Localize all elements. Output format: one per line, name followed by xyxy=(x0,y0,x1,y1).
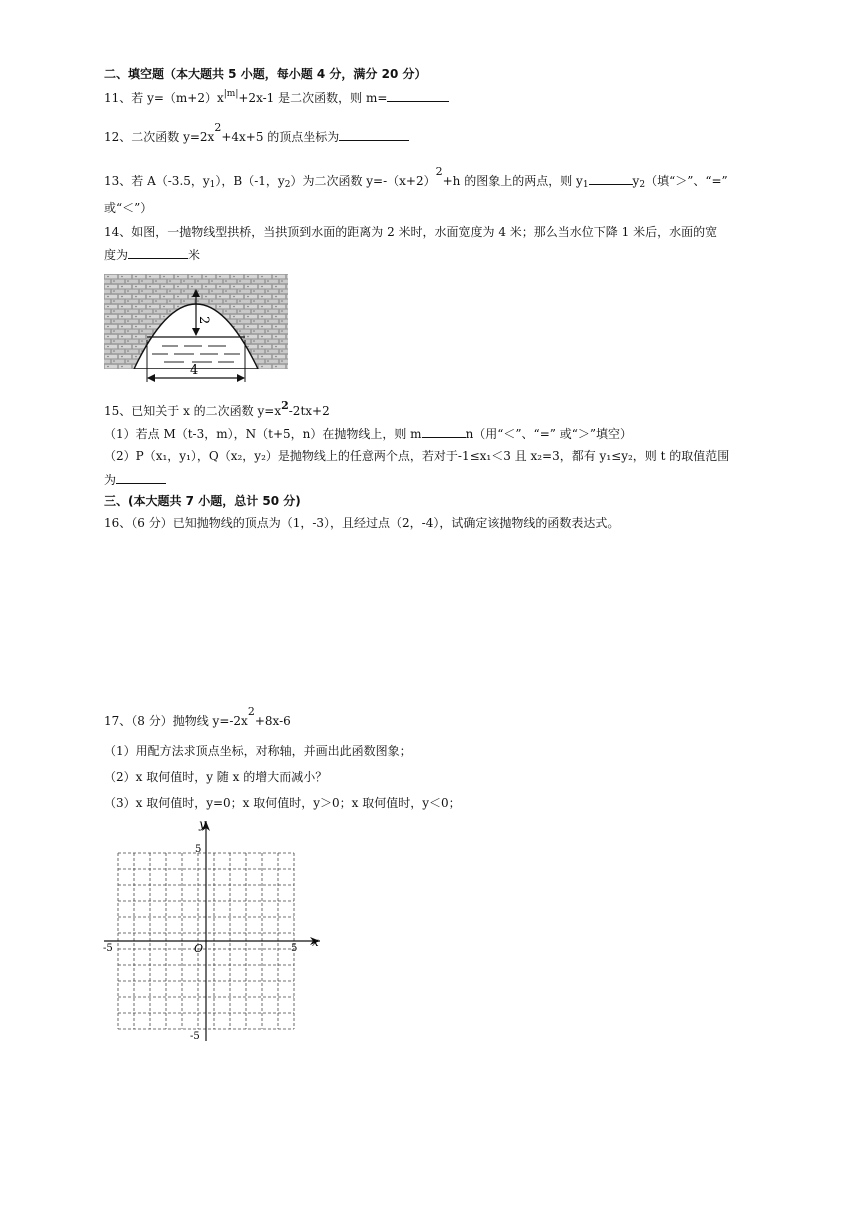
q12-answer-blank[interactable] xyxy=(339,128,409,141)
width-arrow-right xyxy=(237,374,245,382)
q14-line-2 xyxy=(104,246,200,263)
q11-answer-blank[interactable] xyxy=(387,89,449,102)
q13-text-f: （填“＞”、“=” xyxy=(645,174,728,188)
q13-exponent: 2 xyxy=(435,165,443,178)
question-11 xyxy=(104,89,449,106)
q13-text-b: ），B（-1，y xyxy=(215,174,285,188)
x-axis-label: x xyxy=(312,935,319,949)
q14-answer-blank[interactable] xyxy=(128,246,188,259)
q14-line-1: 14、如图，一抛物线型拱桥，当拱顶到水面的距离为 2 米时，水面宽度为 4 米；那么当水位下降 1 米后，水面的宽 xyxy=(104,225,718,239)
q13-text-e: y xyxy=(632,174,640,188)
q12-exponent: 2 xyxy=(214,121,222,134)
height-label: 2 xyxy=(196,316,211,325)
q17-exponent: 2 xyxy=(247,705,255,718)
question-13 xyxy=(104,165,728,190)
y-axis-label: y xyxy=(199,817,206,831)
q17-part-1: （1）用配方法求顶点坐标，对称轴，并画出此函数图象； xyxy=(104,744,412,758)
q13-answer-blank[interactable] xyxy=(589,172,633,185)
y-pos-label: 5 xyxy=(195,844,202,855)
q15-p1-answer-blank[interactable] xyxy=(422,425,466,438)
section-3-title: 三、(本大题共 7 小题，总计 50 分) xyxy=(104,494,301,508)
q11-exponent: |m| xyxy=(223,89,239,99)
y-neg-label: -5 xyxy=(190,1031,200,1042)
q15-text-b: -2tx+2 xyxy=(288,404,330,418)
q15-p2-text-b: 为 xyxy=(104,473,117,487)
q11-text-b: +2x-1 是二次函数，则 m= xyxy=(238,91,388,105)
x-neg-label: -5 xyxy=(103,943,113,954)
question-16: 16、（6 分）已知抛物线的顶点为（1，-3），且经过点（2，-4），试确定该抛物线的函数表达式。 xyxy=(104,516,620,530)
q12-text-a: 12、二次函数 y=2x xyxy=(104,130,215,144)
coordinate-grid xyxy=(98,815,328,1045)
q15-text-a: 15、已知关于 x 的二次函数 y=x xyxy=(104,404,282,418)
q15-exponent: 2 xyxy=(281,399,289,412)
q13-sub-4: 2 xyxy=(639,180,646,190)
q15-line-1 xyxy=(104,399,330,419)
origin-label: O xyxy=(194,942,204,955)
q15-part-2: （2）P（x₁，y₁），Q（x₂，y₂）是抛物线上的任意两个点，若对于-1≤x₁＜3 且 x₂=3，都有 y₁≤y₂，则 t 的取值范围 xyxy=(104,449,730,463)
q14-text-b: 米 xyxy=(188,248,201,262)
q13-sub-1: 1 xyxy=(209,180,216,190)
arch-bridge-figure xyxy=(104,274,288,382)
q15-p1-text-a: （1）若点 M（t-3，m），N（t+5，n）在抛物线上，则 m xyxy=(104,427,422,441)
q17-part-3: （3）x 取何值时，y=0；x 取何值时，y＞0；x 取何值时，y＜0； xyxy=(104,796,461,810)
q17-part-2: （2）x 取何值时，y 随 x 的增大而减小？ xyxy=(104,770,328,784)
question-12 xyxy=(104,121,409,145)
section-2-title: 二、填空题（本大题共 5 小题，每小题 4 分，满分 20 分） xyxy=(104,67,427,81)
q13-line-2: 或“＜”） xyxy=(104,201,153,215)
q13-text-c: ）为二次函数 y=-（x+2） xyxy=(290,174,436,188)
q15-part-1 xyxy=(104,425,632,442)
q13-text-a: 13、若 A（-3.5，y xyxy=(104,174,210,188)
width-arrow-left xyxy=(147,374,155,382)
q13-sub-3: 1 xyxy=(582,180,589,190)
q17-text-a: 17、（8 分）抛物线 y=-2x xyxy=(104,714,248,728)
q13-sub-2: 2 xyxy=(284,180,291,190)
q13-text-d: +h 的图象上的两点，则 y xyxy=(442,174,583,188)
x-pos-label: 5 xyxy=(291,943,298,954)
q11-text-a: 11、若 y=（m+2）x xyxy=(104,91,224,105)
width-label: 4 xyxy=(190,363,199,378)
question-17 xyxy=(104,705,291,729)
q17-text-b: +8x-6 xyxy=(254,714,291,728)
q12-text-b: +4x+5 的顶点坐标为 xyxy=(221,130,340,144)
q14-text-a: 度为 xyxy=(104,248,129,262)
q15-part-2-line-2 xyxy=(104,471,166,488)
q15-p1-text-b: n（用“＜”、“=” 或“＞”填空） xyxy=(465,427,632,441)
q15-p2-answer-blank[interactable] xyxy=(116,471,166,484)
